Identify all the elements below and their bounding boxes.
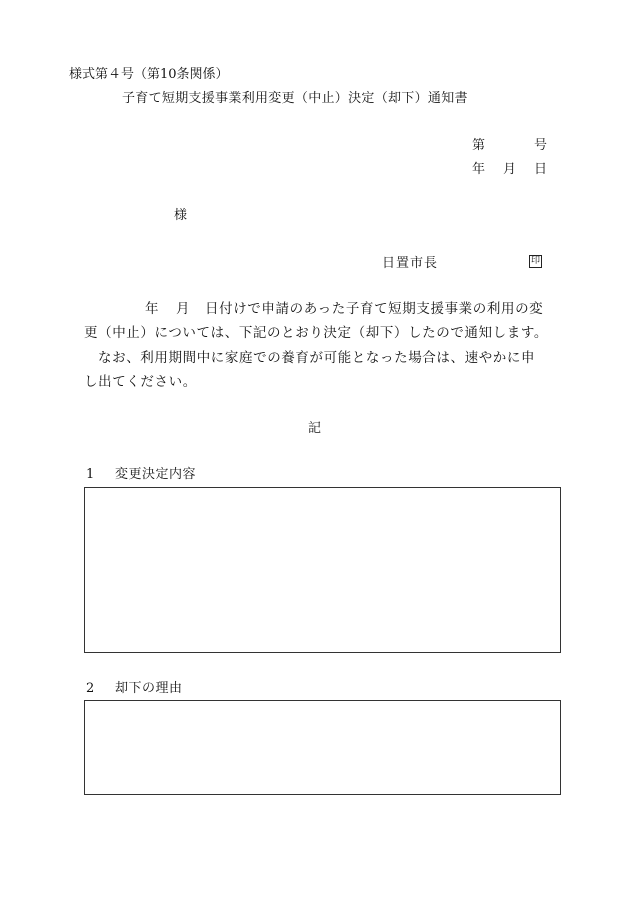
body-month-label: 月 bbox=[176, 301, 190, 317]
issuer-title: 日置市長 bbox=[382, 256, 439, 271]
document-number-suffix: 号 bbox=[534, 138, 548, 153]
form-number: 様式第４号（第10条関係） bbox=[69, 67, 229, 82]
section-title-change-decision: 変更決定内容 bbox=[115, 467, 197, 482]
body-text-line-1: 日付けで申請のあった子育て短期支援事業の利用の変 bbox=[205, 301, 544, 317]
section-number: 1 bbox=[86, 467, 95, 482]
document-number-prefix: 第 bbox=[472, 138, 486, 153]
ki-heading: 記 bbox=[308, 421, 322, 436]
body-year-label: 年 bbox=[145, 301, 159, 317]
change-decision-content-box bbox=[84, 487, 561, 653]
date-month-label: 月 bbox=[503, 162, 517, 177]
body-text-line-2: 更（中止）については、下記のとおり決定（却下）したので通知します。 bbox=[84, 325, 548, 341]
section-number: 2 bbox=[86, 681, 95, 696]
addressee-honorific: 様 bbox=[174, 208, 188, 223]
seal-icon: 印 bbox=[530, 256, 540, 266]
body-text-line-4: し出てください。 bbox=[84, 374, 197, 390]
rejection-reason-box bbox=[84, 700, 561, 795]
date-year-label: 年 bbox=[472, 162, 486, 177]
document-title: 子育て短期支援事業利用変更（中止）決定（却下）通知書 bbox=[122, 91, 468, 106]
section-title-rejection-reason: 却下の理由 bbox=[115, 681, 183, 696]
body-text-line-3: なお、利用期間中に家庭での養育が可能となった場合は、速やかに申 bbox=[98, 350, 536, 366]
date-day-label: 日 bbox=[534, 162, 548, 177]
